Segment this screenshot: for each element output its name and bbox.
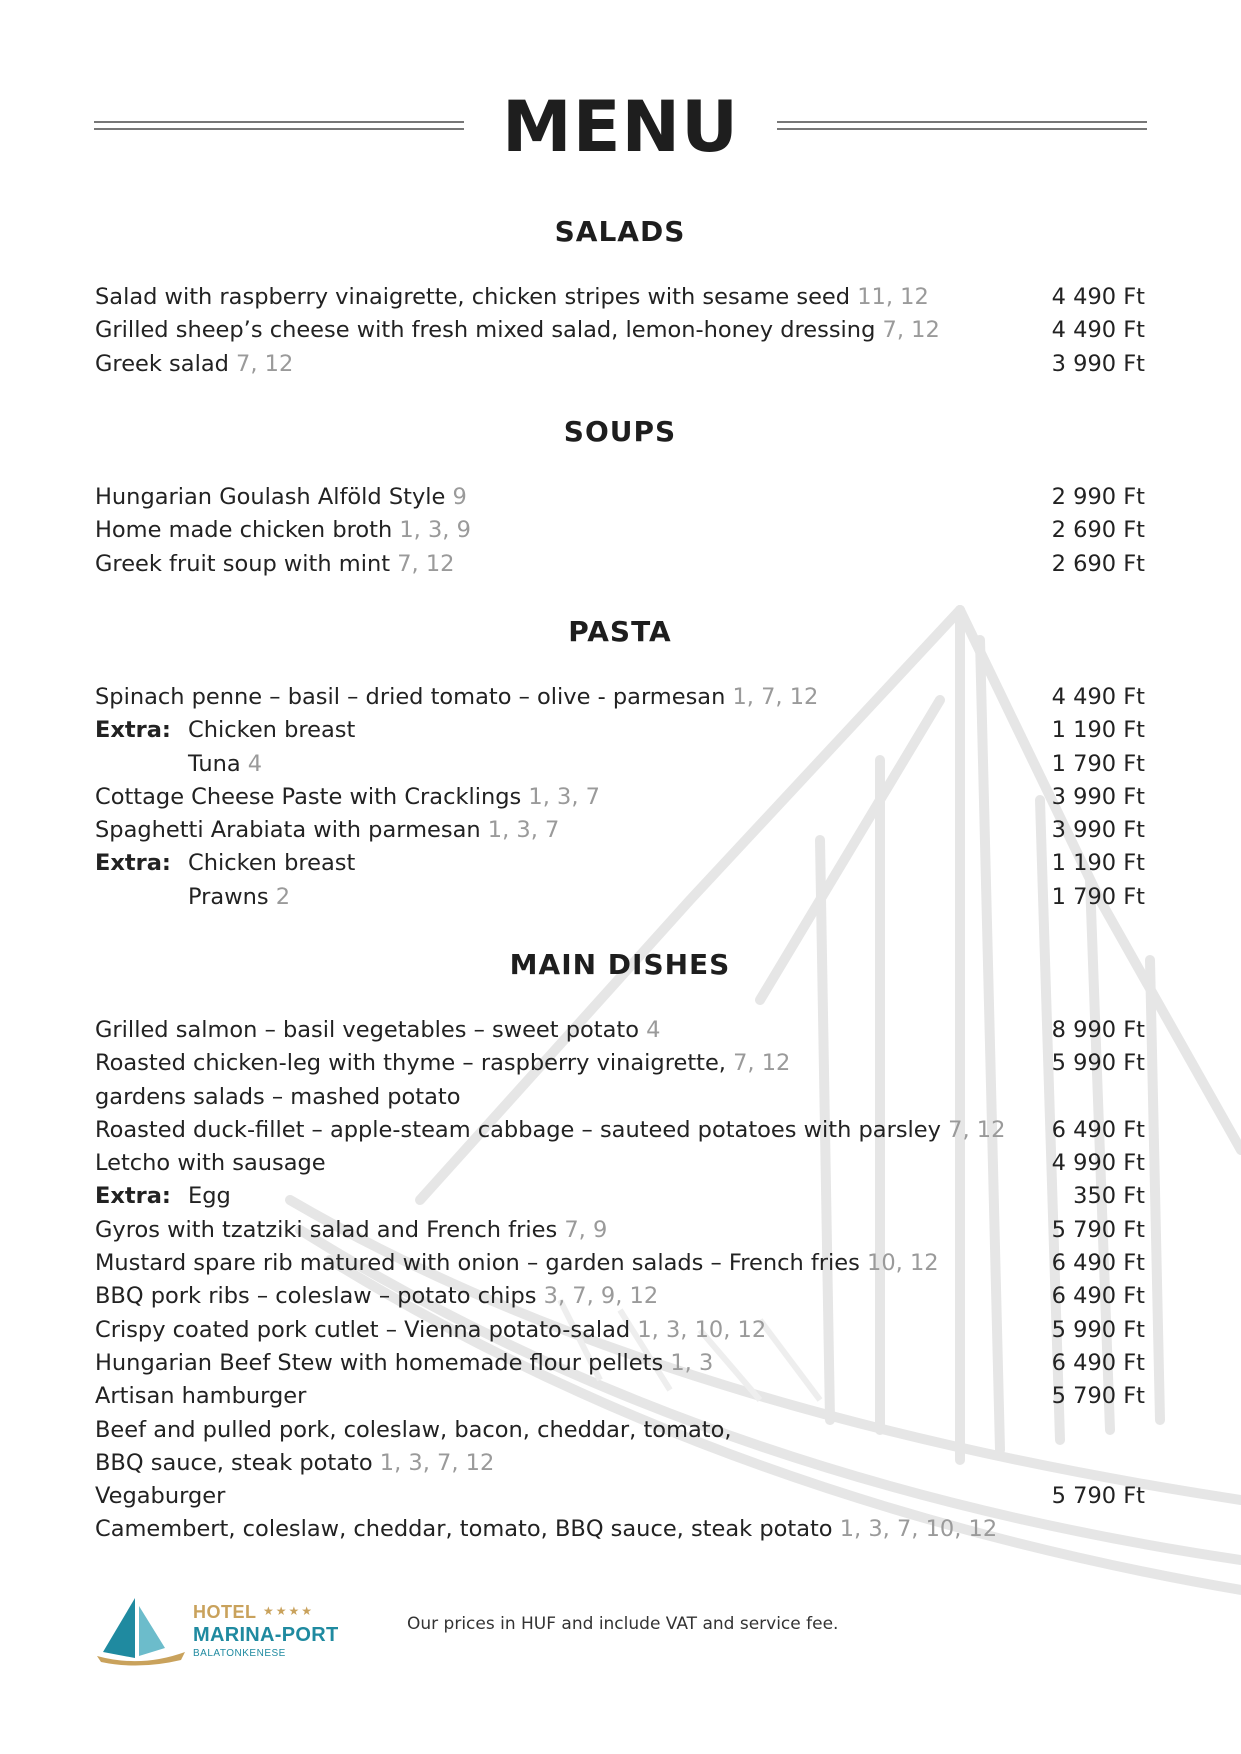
- menu-item: [95, 548, 1145, 581]
- item-allergens: 2: [268, 883, 291, 910]
- section-main-dishes: [95, 945, 1145, 1547]
- item-price: 8 990 Ft: [1051, 1017, 1145, 1043]
- item-allergens: 1, 3, 7: [521, 783, 600, 810]
- page-title: MENU: [502, 86, 739, 168]
- item-price: 1 190 Ft: [1051, 717, 1145, 744]
- item-price: 5 790 Ft: [1051, 1483, 1145, 1510]
- menu-item: [95, 1247, 1145, 1280]
- item-description: Camembert, coleslaw, cheddar, tomato, BBQ sauce, steak potato: [95, 1516, 833, 1543]
- extra-label: Extra:: [95, 1183, 171, 1210]
- menu-item: [95, 1347, 1145, 1380]
- item-price: 5 790 Ft: [1051, 1383, 1145, 1410]
- menu-item: [95, 1014, 1145, 1047]
- menu-item: [95, 1280, 1145, 1313]
- item-allergens: 3, 7, 9, 12: [536, 1283, 659, 1310]
- footer-note: Our prices in HUF and include VAT and service fee.: [407, 1614, 839, 1634]
- title-rule-right: [777, 121, 1147, 130]
- menu-item-extra: [95, 748, 1145, 781]
- menu-item: [95, 481, 1145, 514]
- sailboat-logo-icon: [95, 1596, 187, 1666]
- title-row: [94, 82, 1147, 172]
- item-allergens: 10, 12: [859, 1250, 939, 1277]
- menu-item-description: [95, 1447, 1145, 1480]
- item-allergens: 11, 12: [850, 284, 929, 310]
- item-allergens: 1, 3: [663, 1349, 714, 1376]
- menu-item-extra: [95, 1180, 1145, 1213]
- section-title: SALADS: [554, 215, 686, 248]
- item-description: Beef and pulled pork, coleslaw, bacon, cheddar, tomato,: [95, 1416, 732, 1443]
- item-allergens: 7, 12: [390, 550, 455, 577]
- item-name: gardens salads – mashed potato: [95, 1083, 461, 1110]
- item-price: 2 690 Ft: [1051, 517, 1145, 544]
- item-price: 1 790 Ft: [1051, 883, 1145, 910]
- item-name: Greek fruit soup with mint: [95, 550, 391, 577]
- logo-stars: ★★★★: [263, 1604, 315, 1618]
- item-price: 5 990 Ft: [1051, 1316, 1145, 1343]
- item-name: Grilled sheep’s cheese with fresh mixed salad, lemon-honey dressing: [95, 317, 876, 344]
- section-pasta: [95, 612, 1145, 914]
- menu-item: [95, 1147, 1145, 1180]
- item-allergens: 1, 3, 7, 10, 12: [832, 1516, 998, 1543]
- item-allergens: 1, 3, 7, 12: [372, 1449, 495, 1476]
- item-price: 3 990 Ft: [1051, 783, 1145, 810]
- menu-item: [95, 514, 1145, 547]
- extra-label: Extra:: [95, 717, 171, 744]
- item-price: 2 990 Ft: [1051, 484, 1145, 510]
- item-name: Hungarian Beef Stew with homemade flour pellets: [95, 1349, 664, 1376]
- item-name: Spinach penne – basil – dried tomato – olive - parmesan: [95, 684, 726, 710]
- item-allergens: 1, 3, 7: [480, 817, 560, 844]
- item-name: Gyros with tzatziki salad and French fries: [95, 1216, 558, 1243]
- menu-item: [95, 681, 1145, 714]
- item-price: 4 990 Ft: [1051, 1150, 1145, 1177]
- item-allergens: 7, 9: [557, 1216, 608, 1243]
- menu-item: [95, 314, 1145, 347]
- item-allergens: 7, 12: [875, 317, 940, 344]
- item-name: Chicken breast: [188, 850, 356, 877]
- menu-item: [95, 1047, 1145, 1080]
- item-price: 6 490 Ft: [1051, 1116, 1145, 1143]
- menu-item: [95, 1214, 1145, 1247]
- section-title: PASTA: [568, 615, 672, 648]
- item-price: 4 490 Ft: [1051, 284, 1145, 310]
- item-allergens: 1, 3, 9: [392, 517, 471, 544]
- item-name: Crispy coated pork cutlet – Vienna potato-salad: [95, 1316, 631, 1343]
- item-allergens: 4: [639, 1017, 661, 1043]
- item-allergens: 7, 12: [228, 350, 294, 377]
- item-price: 4 490 Ft: [1051, 317, 1145, 344]
- item-allergens: 4: [240, 750, 263, 777]
- menu-item: [95, 781, 1145, 814]
- logo-name-text: MARINA-PORT: [193, 1624, 339, 1646]
- menu-item: [95, 1314, 1145, 1347]
- item-allergens: 1, 3, 10, 12: [630, 1316, 767, 1343]
- section-title: SOUPS: [563, 415, 677, 448]
- extra-label: Extra:: [95, 850, 171, 877]
- section-title: MAIN DISHES: [509, 948, 731, 981]
- menu-item: [95, 1480, 1145, 1513]
- menu-item: [95, 1380, 1145, 1413]
- section-salads: [95, 212, 1145, 381]
- logo-hotel-text: HOTEL: [193, 1602, 257, 1622]
- item-price: 3 990 Ft: [1051, 350, 1145, 377]
- item-allergens: 9: [445, 484, 467, 510]
- menu-item: [95, 348, 1145, 381]
- item-name: Mustard spare rib matured with onion – garden salads – French fries: [95, 1250, 860, 1277]
- menu-item-description: [95, 1414, 1145, 1447]
- menu-item-description: [95, 1513, 1145, 1546]
- menu-item-extra: [95, 881, 1145, 914]
- item-name: Hungarian Goulash Alföld Style: [95, 484, 446, 510]
- item-name: BBQ pork ribs – coleslaw – potato chips: [95, 1283, 537, 1310]
- item-name: Spaghetti Arabiata with parmesan: [95, 817, 481, 844]
- item-name: Salad with raspberry vinaigrette, chicken stripes with sesame seed: [95, 284, 851, 310]
- item-description: BBQ sauce, steak potato: [95, 1449, 373, 1476]
- item-name: Cottage Cheese Paste with Cracklings: [95, 783, 522, 810]
- item-price: 6 490 Ft: [1051, 1349, 1145, 1376]
- item-name: Grilled salmon – basil vegetables – sweet potato: [95, 1017, 639, 1043]
- item-allergens: 7, 12: [940, 1116, 1006, 1143]
- menu-item: [95, 1114, 1145, 1147]
- item-price: 1 190 Ft: [1051, 850, 1145, 877]
- item-name: Vegaburger: [95, 1483, 226, 1510]
- menu-item: [95, 814, 1145, 847]
- item-name: Tuna: [188, 750, 241, 777]
- item-name: Roasted chicken-leg with thyme – raspberry vinaigrette,: [95, 1050, 726, 1077]
- item-name: Prawns: [188, 883, 269, 910]
- item-name: Home made chicken broth: [95, 517, 393, 544]
- item-name: Letcho with sausage: [95, 1150, 326, 1177]
- item-allergens: 1, 7, 12: [725, 684, 819, 710]
- item-price: 6 490 Ft: [1051, 1250, 1145, 1277]
- section-soups: [95, 412, 1145, 581]
- item-name: Roasted duck-fillet – apple-steam cabbage – sauteed potatoes with parsley: [95, 1116, 941, 1143]
- item-price: 1 790 Ft: [1051, 750, 1145, 777]
- item-price: 5 790 Ft: [1051, 1216, 1145, 1243]
- item-name: Artisan hamburger: [95, 1383, 307, 1410]
- menu-item-extra: [95, 847, 1145, 880]
- item-price: 3 990 Ft: [1051, 817, 1145, 844]
- item-allergens: 7, 12: [725, 1050, 791, 1077]
- item-price: 2 690 Ft: [1051, 550, 1145, 577]
- menu-item-extra: [95, 714, 1145, 747]
- item-price: 4 490 Ft: [1051, 684, 1145, 710]
- item-price: 6 490 Ft: [1051, 1283, 1145, 1310]
- menu-item-continuation: [95, 1081, 1145, 1114]
- item-name: Egg: [188, 1183, 231, 1210]
- item-name: Chicken breast: [188, 717, 356, 744]
- menu-item: [95, 281, 1145, 314]
- logo-location-text: BALATONKENESE: [193, 1648, 286, 1659]
- hotel-logo: [95, 1596, 345, 1666]
- item-price: 350 Ft: [1073, 1183, 1145, 1210]
- item-price: 5 990 Ft: [1051, 1050, 1145, 1077]
- item-name: Greek salad: [95, 350, 229, 377]
